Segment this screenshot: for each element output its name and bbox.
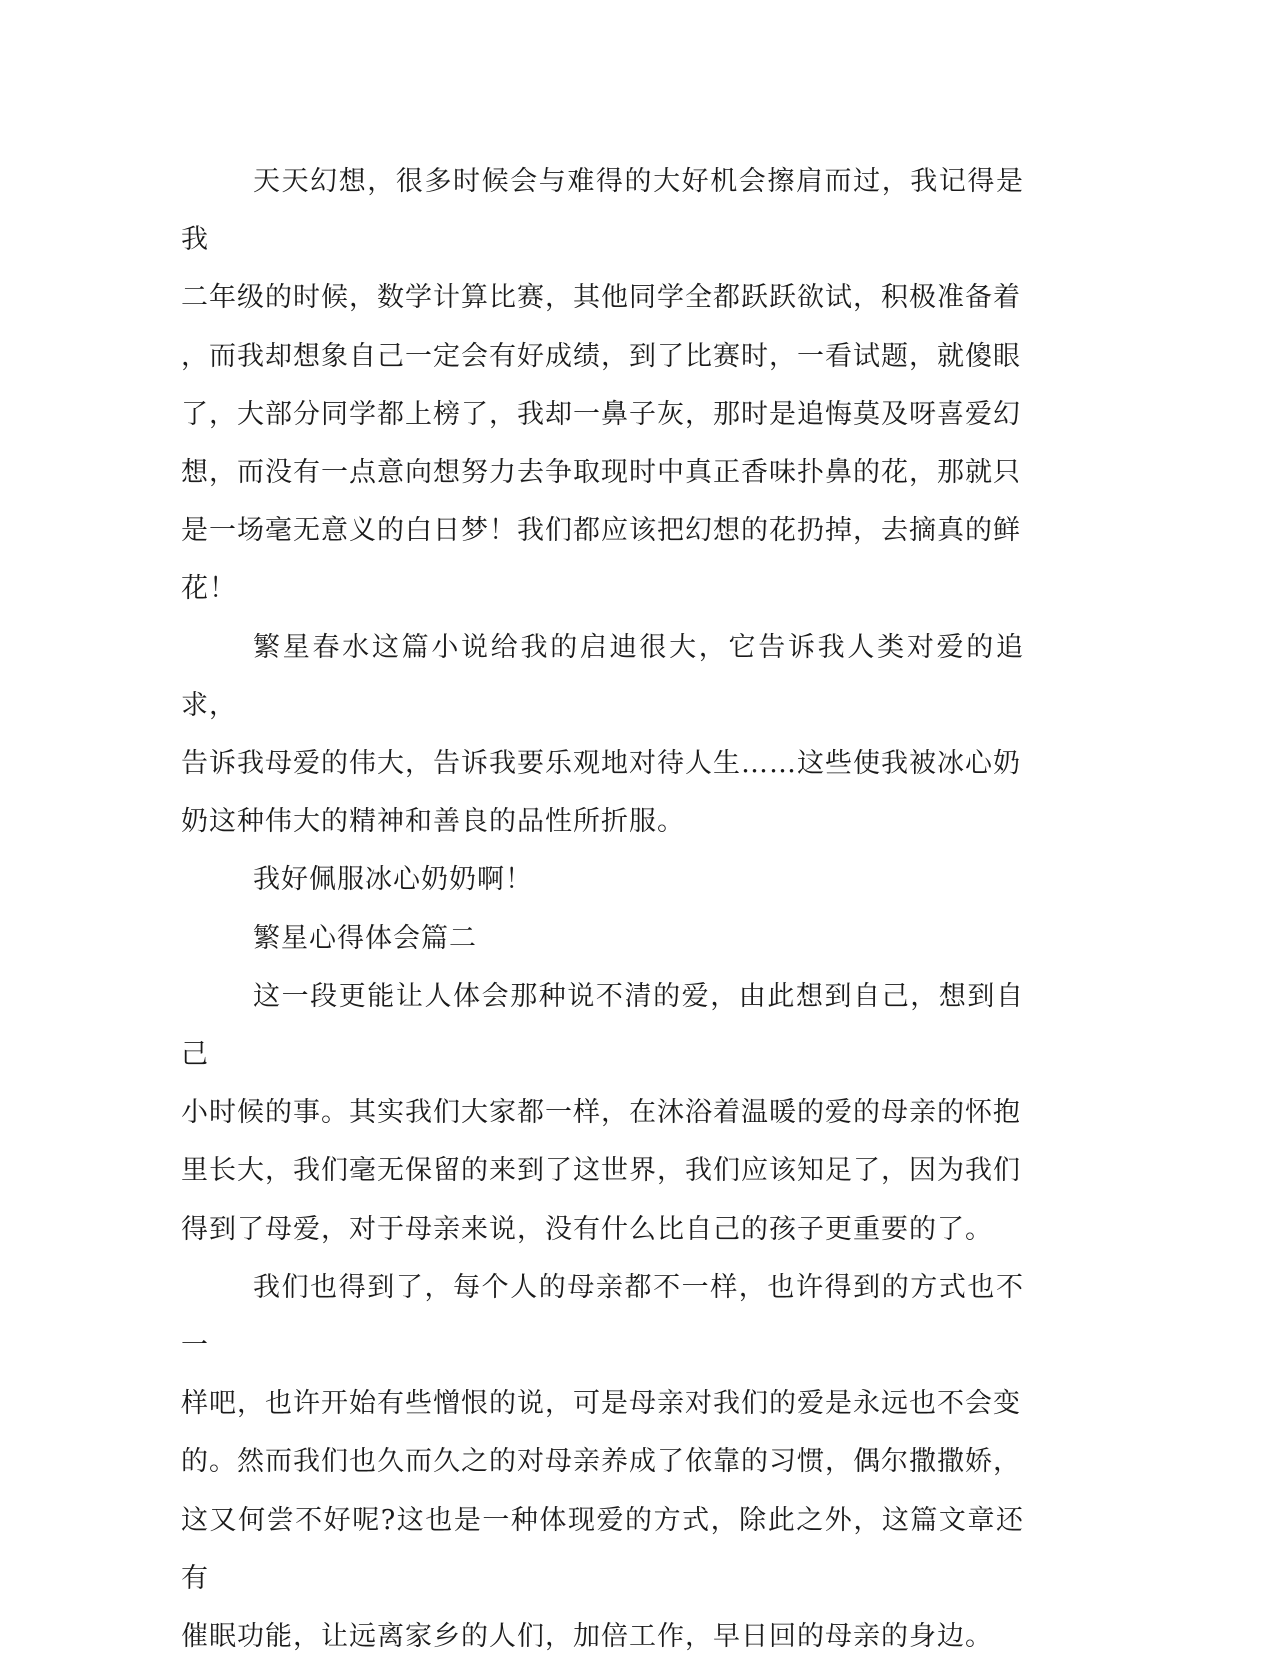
- paragraph-5: [181, 968, 1024, 1259]
- paragraph-1: [181, 153, 1024, 619]
- text-line: 的。然而我们也久而久之的对母亲养成了依靠的习惯，偶尔撒撒娇，: [181, 1446, 1021, 1478]
- text-line: 得到了母爱，对于母亲来说，没有什么比自己的孩子更重要的了。: [181, 1213, 993, 1245]
- text-line: 天天幻想，很多时候会与难得的大好机会擦肩而过，我记得是我: [181, 166, 1024, 256]
- text-line: 想，而没有一点意向想努力去争取现时中真正香味扑鼻的花，那就只: [181, 457, 1021, 489]
- text-line: 里长大，我们毫无保留的来到了这世界，我们应该知足了，因为我们: [181, 1155, 1021, 1187]
- text-line: 催眠功能，让远离家乡的人们，加倍工作，早日回的母亲的身边。: [181, 1621, 993, 1653]
- paragraph-6: [181, 1259, 1024, 1666]
- text-line: 了，大部分同学都上榜了，我却一鼻子灰，那时是追悔莫及呀喜爱幻: [181, 398, 1021, 430]
- text-line: 繁星春水这篇小说给我的启迪很大，它告诉我人类对爱的追求，: [181, 631, 1024, 721]
- text-line: 我们也得到了，每个人的母亲都不一样，也许得到的方式也不一: [181, 1271, 1024, 1362]
- paragraph-2: [181, 619, 1024, 852]
- text-line: 这又何尝不好呢?这也是一种体现爱的方式，除此之外，这篇文章还有: [181, 1504, 1024, 1594]
- document-body: [181, 153, 1024, 1666]
- text-line: 告诉我母爱的伟大，告诉我要乐观地对待人生……这些使我被冰心奶: [181, 748, 1021, 780]
- text-line: ，而我却想象自己一定会有好成绩，到了比赛时，一看试题，就傻眼: [181, 340, 1021, 372]
- section-heading: [181, 910, 1024, 968]
- text-line: 样吧，也许开始有些憎恨的说，可是母亲对我们的爱是永远也不会变: [181, 1388, 1021, 1420]
- text-line: 我好佩服冰心奶奶啊！: [253, 864, 533, 896]
- text-line: 奶这种伟大的精神和善良的品性所折服。: [181, 806, 685, 838]
- text-line: 这一段更能让人体会那种说不清的爱，由此想到自己，想到自己: [181, 980, 1024, 1071]
- paragraph-3: [181, 851, 1024, 909]
- text-line: 二年级的时候，数学计算比赛，其他同学全都跃跃欲试，积极准备着: [181, 282, 1021, 314]
- text-line: 花！: [181, 573, 237, 605]
- text-line: 小时候的事。其实我们大家都一样，在沐浴着温暖的爱的母亲的怀抱: [181, 1097, 1021, 1129]
- text-line: 繁星心得体会篇二: [253, 922, 477, 954]
- text-line: 是一场毫无意义的白日梦！我们都应该把幻想的花扔掉，去摘真的鲜: [181, 515, 1021, 547]
